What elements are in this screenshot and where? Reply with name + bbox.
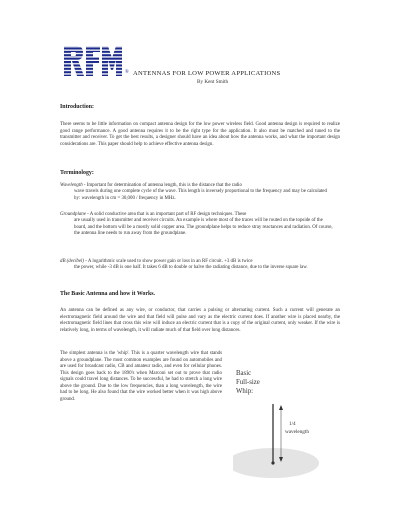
term-definition-rest: the power, while -3 dB is one half. It takes 6 dB to double or halve the radiating distance, due to the inverse square law. (74, 265, 308, 271)
diagram-label-fullsize: Full-size (236, 379, 260, 386)
terminology-heading: Terminology: (60, 170, 94, 176)
term-name: dB (decibel) (60, 259, 85, 264)
term-definition-first: - A logarithmic scale used to show power gain or loss in an RF circuit. +3 dB is twice (84, 259, 253, 264)
diagram-label-whip: Whip: (236, 388, 253, 395)
introduction-heading: Introduction: (60, 104, 94, 110)
wavelength-label: wavelength (285, 429, 309, 435)
registered-mark: ® (125, 70, 129, 75)
groundplane-disc (233, 448, 319, 478)
basic-antenna-paragraph: An antenna can be defined as any wire, or conductor, that carries a pulsing or alternating current. Such a current will generate an electromagnetic field around the wire and that field will pulse and vary as the electric current does. If another wire is placed nearby, the electromagnetic field lines that cross this wire will induce an electric current that is a copy of the original current, only weaker. If the wire is relatively long, in terms of wavelength, it will radiate much of that field over long distances. (60, 308, 340, 333)
dimension-arrow-up (279, 405, 283, 410)
diagram-label-basic: Basic (236, 370, 252, 377)
document-author: By Kent Smith (197, 79, 229, 85)
term-wavelength (60, 183, 334, 202)
term-definition-rest: are usually used in transmitter and receiver circuits. An example is where most of the traces will be routed on the topside of the board, and the bottom will be a mostly solid copper area. The groundplane helps to reduce stray reactances and radiation. Of course, the antenna line needs to run away from the groundplane. (74, 218, 333, 236)
rfm-logo-graphic (62, 44, 124, 78)
term-definition-first: - A solid conductive area that is an important part of RF design techniques. These (85, 212, 247, 217)
term-groundplane (60, 212, 334, 237)
whip-paragraph: The simplest antenna is the 'whip'. This is a quarter wavelength wire that stands above a groundplane. The most common examples are found on automobiles and are used for broadcast radio, CB and amateur radio, and even for cellular phones. This design goes back to the 1890's when Marconi set out to prove that radio signals could travel long distances. To be successful, he had to stretch a long wire above the ground. Due to the low frequencies, than a long wavelength, the wire had to be long. He also found that the wire worked better when it was high above ground. (60, 351, 222, 402)
term-name: Wavelength (60, 183, 83, 188)
term-definition-rest: wave travels during one complete cycle of the wave. This length is inversely proportional to the frequency and may be calculated by: wavelength in cm = 30,000 / frequency in MHz. (74, 189, 327, 201)
term-decibel (60, 259, 334, 272)
term-name: Groundplane (60, 212, 86, 217)
introduction-paragraph: There seems to be little information on compact antenna design for the low power wireless field. Good antenna design is required to realize good range performance. A good antenna requires it to be the right type for the application. It also must be matched and tuned to the transmitter and receiver. To get the best results, a designer should have an idea about how the antenna works, and what the important design considerations are. This paper should help to achieve effective antenna design. (60, 122, 340, 147)
basic-antenna-heading: The Basic Antenna and how it Works. (60, 291, 155, 297)
quarter-label: 1/4 (289, 421, 296, 427)
rfm-logo (62, 44, 124, 78)
term-definition-first: - Important for determination of antenna length, this is the distance that the radio (82, 183, 242, 188)
feed-point (271, 461, 274, 464)
document-title: ANTENNAS FOR LOW POWER APPLICATIONS (133, 70, 281, 77)
